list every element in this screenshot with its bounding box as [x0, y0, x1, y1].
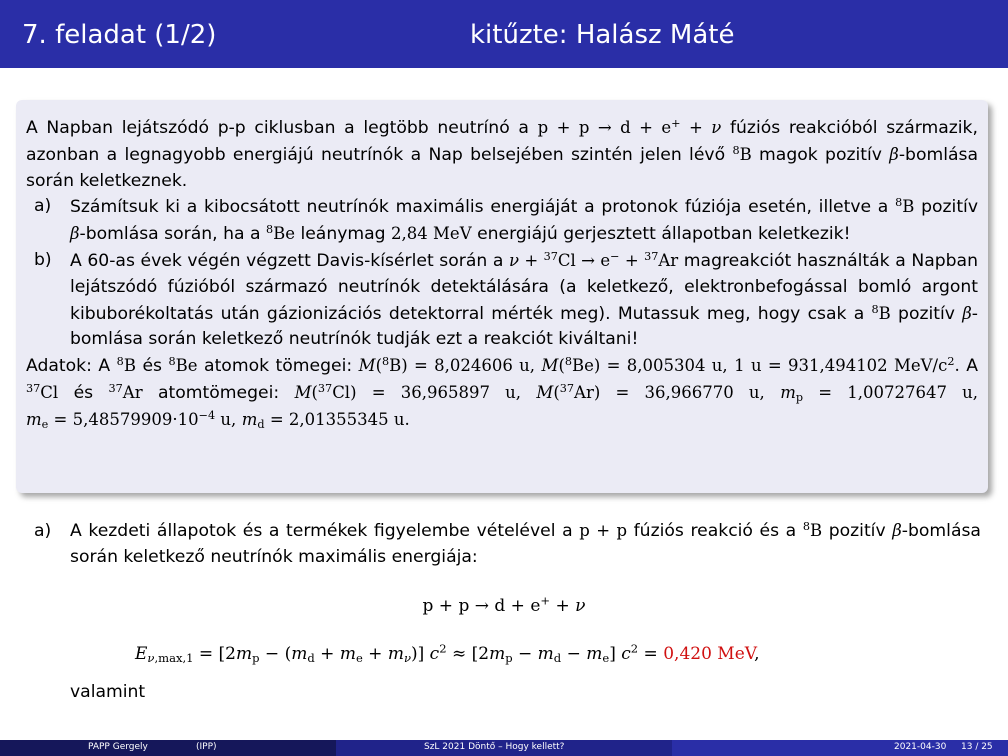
reaction-equation: p + p → d + e+ + ν [422, 593, 586, 616]
slide-title: 7. feladat (1/2) [22, 20, 217, 50]
footer-institute: (IPP) [196, 742, 217, 752]
problem-part-a: a) Számítsuk ki a kibocsátott neutrínók maximális energiáját a protonok fúziója esetén, illetve a $^8$B pozitív β-bomlása során, ha a $^8$Be leánymag 2,84 MeV energiájú gerjesztett állapotban keletkezik! [34, 196, 979, 245]
problem-data: Adatok: A $^8$B és $^8$Be atomok tömegei: M($^8$B) = 8,024606 u, M($^8$Be) = 8,005304 u, 1 u = 931,494102 MeV/$c^2$. A $^{37}$Cl és $^{37}$Ar atomtömegei: M($^{37}$Cl) = 36,965897 u, M($^{37}$Ar) = 36,966770 u, $m_p = 1,00727647$ u, $m_e = 5,48579909\cdot 10^{-4}$ u, $m_d = 2,01355345$ u. [26, 355, 978, 431]
problem-intro: A Napban lejátszódó p-p ciklusban a legtöbb neutrínó a p + p → d + e+ + ν fúziós reakcióból származik, azonban a legnagyobb energiájú neutrínók a Nap belsejében szintén jelen lévő $^8$B magok pozitív β-bomlása során keletkeznek. [26, 116, 979, 191]
continuation-text: valamint [70, 682, 146, 702]
footer-date: 2021-04-30 [894, 742, 947, 752]
slide-header [0, 0, 1008, 68]
footer-title: SzL 2021 Döntő – Hogy kellett? [424, 742, 565, 752]
footer-page: 13 / 25 [961, 742, 993, 752]
footer-author: PAPP Gergely [88, 742, 148, 752]
slide-author: kitűzte: Halász Máté [470, 20, 735, 50]
problem-box [16, 100, 988, 493]
energy-equation: $E_{\nu,max,1} = [2m_p - (m_d + m_e + m_\nu)] c^2 \approx [2m_p - m_d - m_e] c^2 = 0,420$ MeV, [135, 641, 760, 665]
result-value: 0,420 MeV [663, 644, 755, 664]
slide-footer [0, 740, 1008, 756]
solution-part-a: a) A kezdeti állapotok és a termékek figyelembe vételével a p + p fúziós reakció és a $^8$B pozitív β-bomlása során keletkező neutrínók maximális energiája: [34, 519, 981, 567]
problem-part-b: b) A 60-as évek végén végzett Davis-kísérlet során a ν + $^{37}$Cl → e− + $^{37}$Ar magreakciót használták a Napban lejátszódó fúzióból származó neutrínók detektálására (a keletkező, elektronbefogással bomló argont kibuborékoltatás után gázionizációs detektorral mérték meg). Mutassuk meg, hogy csak a $^8$B pozitív β-bomlása során keletkező neutrínók tudják ezt a reakciót kiváltani! [34, 249, 978, 350]
